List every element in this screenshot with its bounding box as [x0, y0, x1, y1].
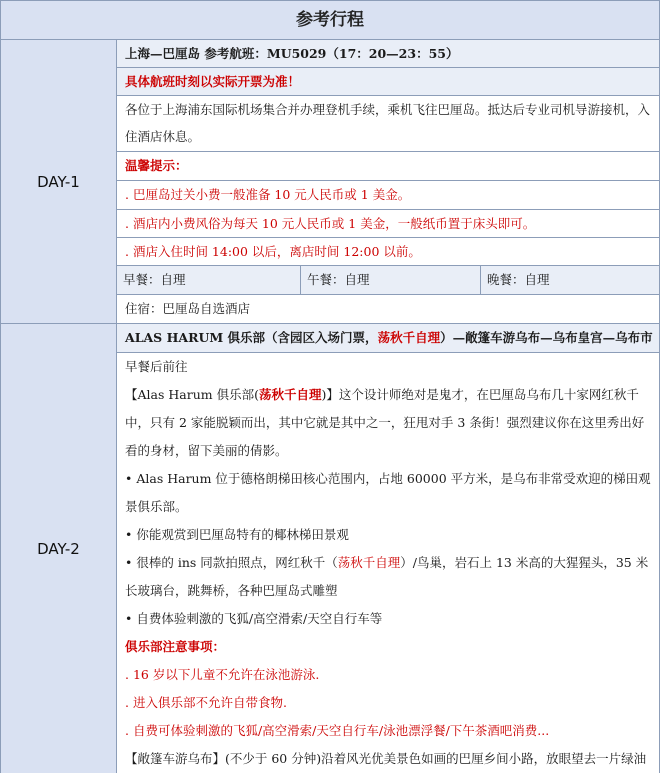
- day1-tip-1: . 巴厘岛过关小费一般准备 10 元人民币或 1 美金。: [117, 181, 660, 210]
- day2-bullet-4: • 自费体验刺激的飞狐/高空滑索/天空自行车等: [125, 611, 383, 626]
- day1-label: DAY-1: [0, 40, 117, 324]
- day2-route-swing: 荡秋千自理: [377, 330, 441, 345]
- day2-bullet-1: • Alas Harum 位于德格朗梯田核心范围内，占地 60000 平方米，是乌布非常受欢迎的梯田观景俱乐部。: [125, 471, 651, 514]
- page-title: 参考行程: [0, 0, 660, 40]
- alas-title: 【Alas Harum 俱乐部(: [125, 387, 259, 402]
- day2-morning: 早餐后前往: [125, 359, 188, 374]
- day2-alas-paragraph: [125, 381, 653, 465]
- day2-route-rest: ）—敞篷车游乌布—乌布皇宫—乌布市: [440, 330, 653, 345]
- bullet3-text: • 很棒的 ins 同款拍照点，网红秋千（: [125, 555, 338, 570]
- dinner: 晚餐：自理: [480, 266, 660, 294]
- club-notes-title: 俱乐部注意事项：: [125, 639, 226, 654]
- club-note-3: . 自费可体验刺激的飞狐/高空滑索/天空自行车/泳池漂浮餐/下午茶酒吧消费...: [125, 723, 550, 738]
- day1-meals-row: [117, 266, 660, 295]
- day1-flight-note: 具体航班时刻以实际开票为准！: [117, 68, 660, 96]
- day2-route: [117, 324, 660, 353]
- bullet3-swing: 荡秋千自理: [337, 555, 401, 570]
- day1-tip-2: . 酒店内小费风俗为每天 10 元人民币或 1 美金，一般纸币置于床头即可。: [117, 210, 660, 238]
- day1-hotel: 住宿：巴厘岛自选酒店: [117, 295, 660, 324]
- club-note-1: . 16 岁以下儿童不允许在泳池游泳.: [125, 667, 320, 682]
- breakfast: 早餐：自理: [123, 272, 186, 287]
- alas-swing-note: 荡秋千自理: [258, 387, 322, 402]
- alas-desc: )】这个设计师绝对是鬼才，在巴厘岛乌布几十家网红秋千中，只有 2 家能脱颖而出，其中它就是其中之一，狂甩对手 3 条街！强烈建议你在这里秀出好看的身材，留下美丽的倩影。: [125, 387, 645, 458]
- day1-route: 上海—巴厘岛 参考航班：MU5029（17：20—23：55）: [117, 40, 660, 68]
- day2-bullet-2: • 你能观赏到巴厘岛特有的椰林梯田景观: [125, 527, 349, 542]
- day1-description: 各位于上海浦东国际机场集合并办理登机手续，乘机飞往巴厘岛。抵达后专业司机导游接机，入住酒店休息。: [117, 96, 660, 152]
- day1-tip-3: . 酒店入住时间 14:00 以后，离店时间 12:00 以前。: [117, 238, 660, 266]
- lunch: 午餐：自理: [300, 266, 480, 294]
- day2-label: DAY-2: [0, 324, 117, 773]
- day2-body: [117, 353, 660, 773]
- day2-bullet-3: [125, 549, 653, 605]
- bullet3-rest: ）/鸟巢，岩石上 13 米高的大猩猩头，35 米长玻璃台，跳舞桥，各种巴厘岛式雕塑: [125, 555, 649, 598]
- day2-route-text: ALAS HARUM 俱乐部（含园区入场门票，: [125, 330, 378, 345]
- club-note-2: . 进入俱乐部不允许自带食物.: [125, 695, 287, 710]
- day2-jeep: 【敞篷车游乌布】(不少于 60 分钟)沿着风光优美景色如画的巴厘乡间小路，放眼望去一片绿油: [125, 751, 647, 766]
- day1-tips-title: 温馨提示：: [117, 152, 660, 181]
